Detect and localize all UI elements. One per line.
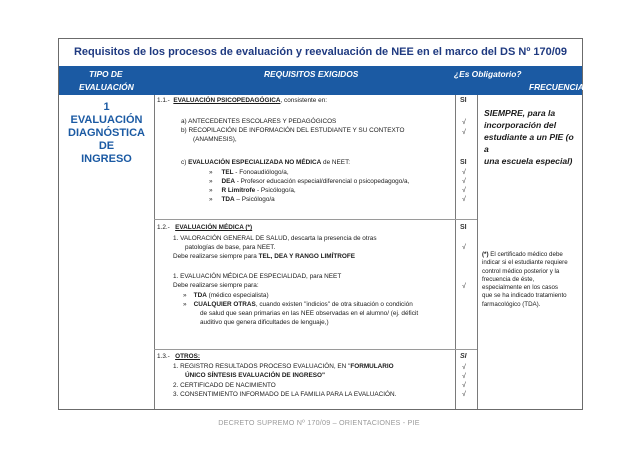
specialist-detail: - Fonoaudiólogo/a, — [233, 169, 289, 176]
requirement-c-rest: de NEET: — [321, 159, 351, 166]
medical-line: 1. VALORACIÓN GENERAL DE SALUD, descarta la presencia de otras — [173, 235, 377, 242]
other-line: ÚNICO SÍNTESIS EVALUACIÓN DE INGRESO" — [185, 372, 325, 379]
note-line: farmacológico (TDA). — [482, 300, 541, 308]
medical-certificate-note — [482, 251, 580, 309]
bullet: » — [183, 292, 187, 299]
medical-line — [183, 292, 269, 300]
section-number: 1.2.- — [157, 224, 170, 231]
medical-line-text: (médico especialista) — [206, 292, 269, 299]
frequency-line: SIEMPRE, para la — [484, 108, 556, 118]
note-line: indicar si el estudiante requiere — [482, 259, 568, 267]
medical-line-emphasis: TEL, DEA Y RANGO LIMÍTROFE — [258, 253, 356, 260]
section-title-rest: , consistente en: — [280, 97, 328, 104]
section-number: 1.3.- — [157, 353, 170, 360]
specialist-name: DEA — [221, 178, 235, 185]
specialist-detail: - Psicólogo/a, — [255, 187, 296, 194]
evaluation-type-line: DIAGNÓSTICA — [68, 127, 145, 139]
medical-line-text: , cuando existen "indicios" de otra situación o condición — [255, 301, 413, 308]
obligatorio-si: SI — [460, 224, 467, 231]
other-line: 2. CERTIFICADO DE NACIMIENTO — [173, 382, 276, 389]
check-mark: √ — [462, 382, 466, 389]
other-line-emphasis: FORMULARIO — [350, 363, 394, 370]
column-divider-tipo — [154, 95, 155, 409]
evaluation-type-line: INGRESO — [81, 153, 132, 165]
medical-line: auditivo que genera dificultades de lenguaje,) — [200, 319, 329, 326]
section-otros-heading — [157, 353, 200, 361]
requirement-b-cont: (ANAMNESIS), — [193, 136, 237, 143]
note-line: control médico posterior y la — [482, 267, 560, 275]
bullet: » — [183, 301, 187, 308]
row-divider-2 — [154, 349, 477, 350]
evaluation-type-line: DE — [98, 140, 115, 152]
specialist-item — [209, 178, 409, 186]
frequency-siempre — [484, 107, 580, 167]
section-number: 1.1.- — [157, 97, 170, 104]
section-medica-heading — [157, 224, 252, 232]
column-divider-obligatorio — [477, 95, 478, 409]
bullet: » — [209, 196, 213, 203]
header-obligatorio: ¿Es Obligatorio? — [454, 69, 522, 79]
section-psicopedagogica-heading — [157, 97, 327, 105]
specialist-detail: – Psicólogo/a — [234, 196, 275, 203]
header-frecuencia: FRECUENCIA — [529, 82, 584, 92]
medical-line: patologías de base, para NEET. — [185, 244, 276, 251]
bullet: » — [209, 187, 213, 194]
specialist-name: TEL — [221, 169, 234, 176]
table-header — [59, 66, 582, 95]
note-line: frecuencia de éste, — [482, 275, 535, 283]
obligatorio-si: SI — [460, 159, 467, 166]
note-line — [482, 251, 580, 259]
medical-line-text: Debe realizarse siempre para — [173, 253, 259, 260]
requirement-a: a) ANTECEDENTES ESCOLARES Y PEDAGÓGICOS — [181, 118, 337, 125]
check-mark: √ — [462, 244, 466, 251]
note-line: que se ha indicado tratamiento — [482, 292, 567, 300]
other-line-text: 1. REGISTRO RESULTADOS PROCESO EVALUACIÓN, EN " — [173, 363, 351, 370]
check-mark: √ — [462, 283, 466, 290]
section-title: EVALUACIÓN PSICOPEDAGÓGICA — [173, 97, 281, 104]
frequency-line: una escuela especial) — [484, 156, 573, 166]
page-footer: DECRETO SUPREMO Nº 170/09 – ORIENTACIONES - PIE — [218, 418, 420, 427]
check-mark: √ — [462, 196, 466, 203]
other-line — [173, 363, 394, 371]
specialist-name: TDA — [221, 196, 235, 203]
section-title: OTROS: — [175, 353, 200, 360]
check-mark: √ — [462, 129, 466, 136]
check-mark: √ — [462, 373, 466, 380]
frequency-line: incorporación del — [484, 120, 557, 130]
note-asterisk: (*) — [482, 251, 489, 258]
medical-line-emphasis: CUALQUIER OTRAS — [193, 301, 256, 308]
specialist-item — [209, 187, 296, 195]
column-divider-requisitos — [455, 95, 456, 409]
check-mark: √ — [462, 119, 466, 126]
bullet: » — [209, 178, 213, 185]
check-mark: √ — [462, 178, 466, 185]
medical-line: 1. EVALUACIÓN MÉDICA DE ESPECIALIDAD, para NEET — [173, 273, 342, 280]
note-line: especialmente en los casos — [482, 284, 559, 292]
medical-line: de salud que sean primarias en las NEE observadas en el alumno/ (ej. déficit — [200, 310, 419, 317]
header-tipo-line1: TIPO DE — [89, 69, 123, 79]
medical-line-emphasis: TDA — [193, 292, 207, 299]
evaluation-type-line: EVALUACIÓN — [70, 114, 143, 126]
evaluation-type-number: 1 — [103, 101, 110, 113]
specialist-detail: - Profesor educación especial/diferencial o psicopedagogo/a, — [234, 178, 410, 185]
requirement-c-prefix: c) — [181, 159, 187, 166]
specialist-item — [209, 196, 275, 204]
specialist-item — [209, 169, 289, 177]
specialist-name: R Limítrofe — [221, 187, 256, 194]
check-mark: √ — [462, 187, 466, 194]
medical-line — [173, 253, 355, 261]
header-tipo-line2: EVALUACIÓN — [79, 82, 134, 92]
check-mark: √ — [462, 391, 466, 398]
note-text: El certificado médico debe — [488, 251, 563, 258]
check-mark: √ — [462, 169, 466, 176]
requirement-b: b) RECOPILACIÓN DE INFORMACIÓN DEL ESTUDIANTE Y SU CONTEXTO — [181, 127, 405, 134]
header-requisitos: REQUISITOS EXIGIDOS — [264, 69, 359, 79]
medical-line — [183, 301, 413, 309]
requirement-c — [181, 159, 350, 167]
medical-line: Debe realizarse siempre para: — [173, 282, 259, 289]
obligatorio-si: SI — [460, 353, 467, 360]
bullet: » — [209, 169, 213, 176]
frequency-line: estudiante a un PIE (o a — [484, 132, 574, 154]
page-title: Requisitos de los procesos de evaluación y reevaluación de NEE en el marco del DS Nº 170/09 — [73, 46, 568, 58]
requirements-table-frame — [58, 38, 583, 410]
requirement-c-title: EVALUACIÓN ESPECIALIZADA NO MÉDICA — [188, 159, 322, 166]
evaluation-type-label — [59, 101, 154, 166]
check-mark: √ — [462, 364, 466, 371]
row-divider-1 — [154, 219, 477, 220]
other-line: 3. CONSENTIMIENTO INFORMADO DE LA FAMILIA PARA LA EVALUACIÓN. — [173, 391, 397, 398]
obligatorio-si: SI — [460, 97, 467, 104]
section-title: EVALUACIÓN MÉDICA (*) — [175, 224, 253, 231]
